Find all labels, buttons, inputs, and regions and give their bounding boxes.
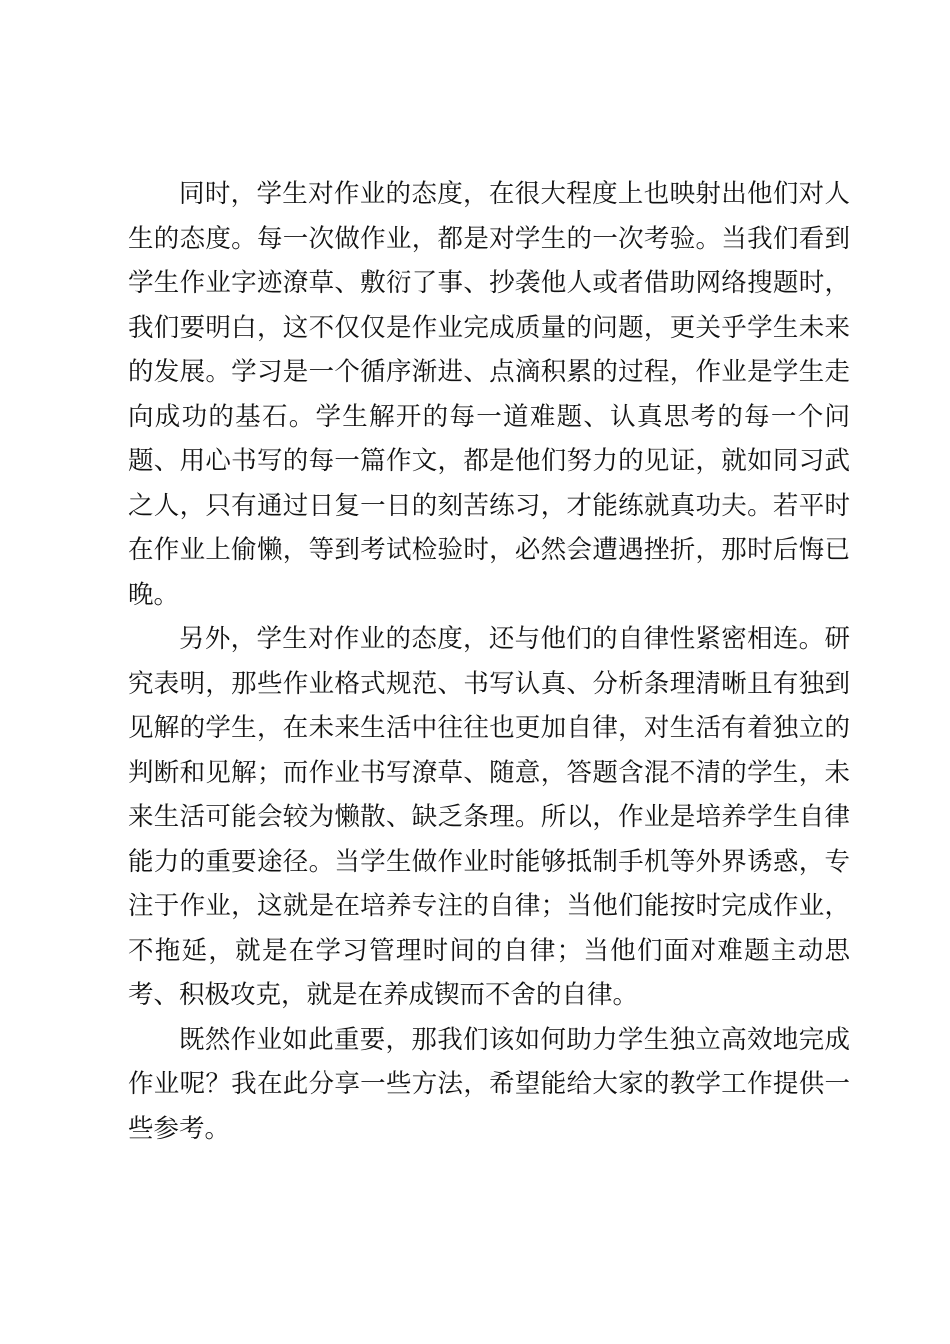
paragraph-1: 同时，学生对作业的态度，在很大程度上也映射出他们对人生的态度。每一次做作业，都是对学生的一次考验。当我们看到学生作业字迹潦草、敷衍了事、抄袭他人或者借助网络搜题时，我们要明白，这不仅仅是作业完成质量的问题，更关乎学生未来的发展。学习是一个循序渐进、点滴积累的过程，作业是学生走向成功的基石。学生解开的每一道难题、认真思考的每一个问题、用心书写的每一篇作文，都是他们努力的见证，就如同习武之人，只有通过日复一日的刻苦练习，才能练就真功夫。若平时在作业上偷懒，等到考试检验时，必然会遭遇挫折，那时后悔已晚。 bbox=[128, 179, 850, 610]
body-text bbox=[128, 172, 850, 1151]
paragraph-2: 另外，学生对作业的态度，还与他们的自律性紧密相连。研究表明，那些作业格式规范、书写认真、分析条理清晰且有独到见解的学生，在未来生活中往往也更加自律，对生活有着独立的判断和见解；而作业书写潦草、随意，答题含混不清的学生，未来生活可能会较为懒散、缺乏条理。所以，作业是培养学生自律能力的重要途径。当学生做作业时能够抵制手机等外界诱惑，专注于作业，这就是在培养专注的自律；当他们能按时完成作业，不拖延，就是在学习管理时间的自律；当他们面对难题主动思考、积极攻克，就是在养成锲而不舍的自律。 bbox=[128, 624, 850, 1010]
paragraph-3: 既然作业如此重要，那我们该如何助力学生独立高效地完成作业呢？我在此分享一些方法，希望能给大家的教学工作提供一些参考。 bbox=[128, 1024, 850, 1144]
